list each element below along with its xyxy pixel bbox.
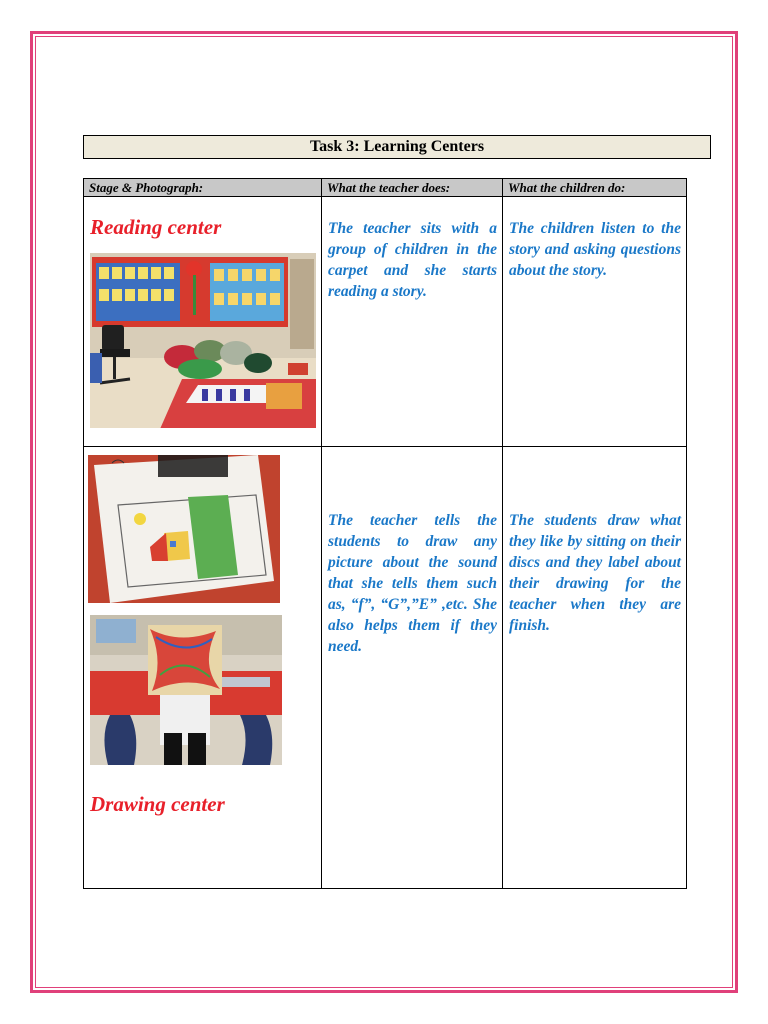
drawing-center-title: Drawing center [90, 792, 225, 816]
drawing-child-photo [90, 615, 282, 765]
children-description-reading: The children listen to the story and asking questions about the story. [509, 220, 681, 279]
children-cell-reading [503, 197, 687, 447]
table-header-row [84, 179, 687, 197]
children-cell-drawing [503, 447, 687, 889]
learning-centers-table [83, 178, 687, 889]
drawing-worksheet-photo [88, 455, 280, 603]
reading-center-title: Reading center [90, 215, 222, 239]
teacher-cell-drawing [322, 447, 503, 889]
teacher-description-reading: The teacher sits with a group of children in the carpet and she starts reading a story. [328, 220, 497, 300]
table-row [84, 197, 687, 447]
task-title: Task 3: Learning Centers [83, 135, 711, 159]
column-header-children: What the children do: [503, 179, 687, 197]
reading-center-photo [90, 253, 316, 428]
stage-cell-reading [84, 197, 322, 447]
teacher-description-drawing: The teacher tells the students to draw any picture about the sound that she tells them such as, “f”, “G”,”E” ,etc. She also helps them if they need. [328, 512, 497, 655]
column-header-stage: Stage & Photograph: [84, 179, 322, 197]
column-header-teacher: What the teacher does: [322, 179, 503, 197]
table-row [84, 447, 687, 889]
stage-cell-drawing [84, 447, 322, 889]
teacher-cell-reading [322, 197, 503, 447]
children-description-drawing: The students draw what they like by sitting on their discs and they label about their drawing for the teacher when they are finish. [509, 512, 681, 634]
